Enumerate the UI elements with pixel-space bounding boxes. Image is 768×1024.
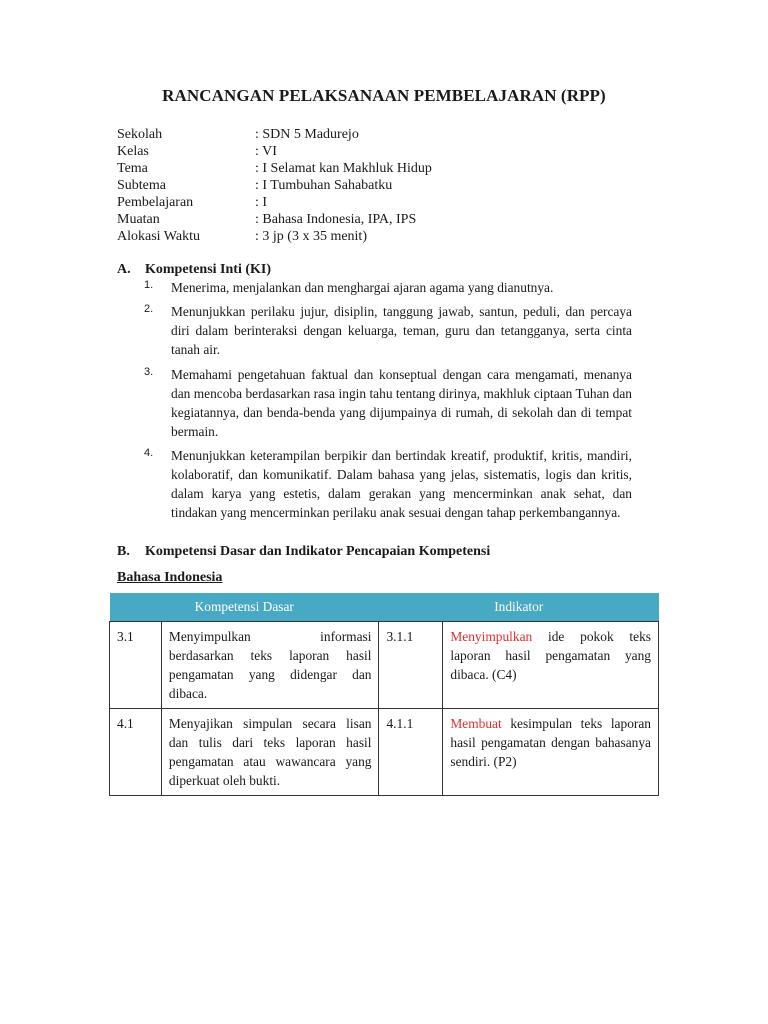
ki-number: 4. <box>144 447 154 459</box>
meta-row-muatan <box>117 211 432 228</box>
meta-value: : SDN 5 Madurejo <box>255 127 359 142</box>
meta-value: : VI <box>255 144 277 159</box>
ki-text: Menunjukkan perilaku jujur, disiplin, tanggung jawab, santun, peduli, dan percaya diri dalam berinteraksi dengan keluarga, teman, guru dan tetangganya, serta cinta tanah air. <box>171 304 632 357</box>
identity-block <box>117 126 432 245</box>
table-row <box>110 622 659 709</box>
meta-label: Tema <box>117 161 148 176</box>
table-header-row <box>110 593 659 622</box>
meta-row-pembelajaran <box>117 194 432 211</box>
meta-label: Subtema <box>117 178 166 193</box>
page-title: RANCANGAN PELAKSANAAN PEMBELAJARAN (RPP) <box>162 86 606 105</box>
kd-text: Menyajikan simpulan secara lisan dan tulis dari teks laporan hasil pengamatan atau wawancara yang diperkuat oleh bukti. <box>161 709 379 796</box>
kd-number: 3.1 <box>110 622 162 709</box>
indicator-verb: Menyimpulkan <box>450 629 533 644</box>
meta-row-tema <box>117 160 432 177</box>
section-number: B. <box>117 544 130 559</box>
indicator-number: 4.1.1 <box>379 709 443 796</box>
meta-value: : I Tumbuhan Sahabatku <box>255 178 393 193</box>
meta-row-kelas <box>117 143 432 160</box>
meta-value: : Bahasa Indonesia, IPA, IPS <box>255 212 417 227</box>
meta-value: : I <box>255 195 268 210</box>
indicator-cell <box>443 709 659 796</box>
indicator-number: 3.1.1 <box>379 622 443 709</box>
meta-row-alokasi-waktu <box>117 228 432 245</box>
kd-text: Menyimpulkan informasi berdasarkan teks laporan hasil pengamatan yang didengar dan dibaca. <box>161 622 379 709</box>
meta-label: Sekolah <box>117 127 163 142</box>
header-kompetensi-dasar: Kompetensi Dasar <box>110 593 379 622</box>
ki-text: Menerima, menjalankan dan menghargai ajaran agama yang dianutnya. <box>171 280 554 295</box>
section-number: A. <box>117 262 131 277</box>
section-a-heading <box>117 262 271 278</box>
ki-number: 3. <box>144 366 154 378</box>
meta-label: Alokasi Waktu <box>117 229 200 244</box>
meta-row-sekolah <box>117 126 432 143</box>
ki-text: Menunjukkan keterampilan berpikir dan bertindak kreatif, produktif, kritis, mandiri, kolaboratif, dan komunikatif. Dalam bahasa yang jelas, sistematis, logis dan kritis, dalam karya yang estetis, dalam gerakan yang mencerminkan anak sehat, dan tindakan yang mencerminkan perilaku anak sesuai dengan tahap perkembangannya. <box>171 448 632 520</box>
meta-value: : 3 jp (3 x 35 menit) <box>255 229 367 244</box>
meta-label: Muatan <box>117 212 160 227</box>
section-b-heading <box>117 544 490 560</box>
meta-row-subtema <box>117 177 432 194</box>
meta-label: Pembelajaran <box>117 195 194 210</box>
indicator-cell <box>443 622 659 709</box>
indicator-text: ide pokok teks laporan hasil pengamatan yang dibaca. (C4) <box>450 629 651 682</box>
meta-label: Kelas <box>117 144 149 159</box>
indicator-verb: Membuat <box>450 716 502 731</box>
ki-number: 2. <box>144 303 154 315</box>
indicator-text: kesimpulan teks laporan hasil pengamatan dengan bahasanya sendiri. (P2) <box>450 716 651 769</box>
section-title: Kompetensi Inti (KI) <box>145 262 271 277</box>
header-indikator: Indikator <box>379 593 659 622</box>
ki-text: Memahami pengetahuan faktual dan konseptual dengan cara mengamati, menanya dan mencoba berdasarkan rasa ingin tahu tentang dirinya, makhluk ciptaan Tuhan dan kegiatannya, dan benda-benda yang dijumpainya di rumah, di sekolah dan di tempat bermain. <box>171 367 632 439</box>
section-title: Kompetensi Dasar dan Indikator Pencapaian Kompetensi <box>145 544 491 559</box>
subject-heading: Bahasa Indonesia <box>117 570 223 585</box>
table-row <box>110 709 659 796</box>
ki-number: 1. <box>144 279 154 291</box>
kd-number: 4.1 <box>110 709 162 796</box>
meta-value: : I Selamat kan Makhluk Hidup <box>255 161 432 176</box>
competency-table <box>109 593 659 796</box>
